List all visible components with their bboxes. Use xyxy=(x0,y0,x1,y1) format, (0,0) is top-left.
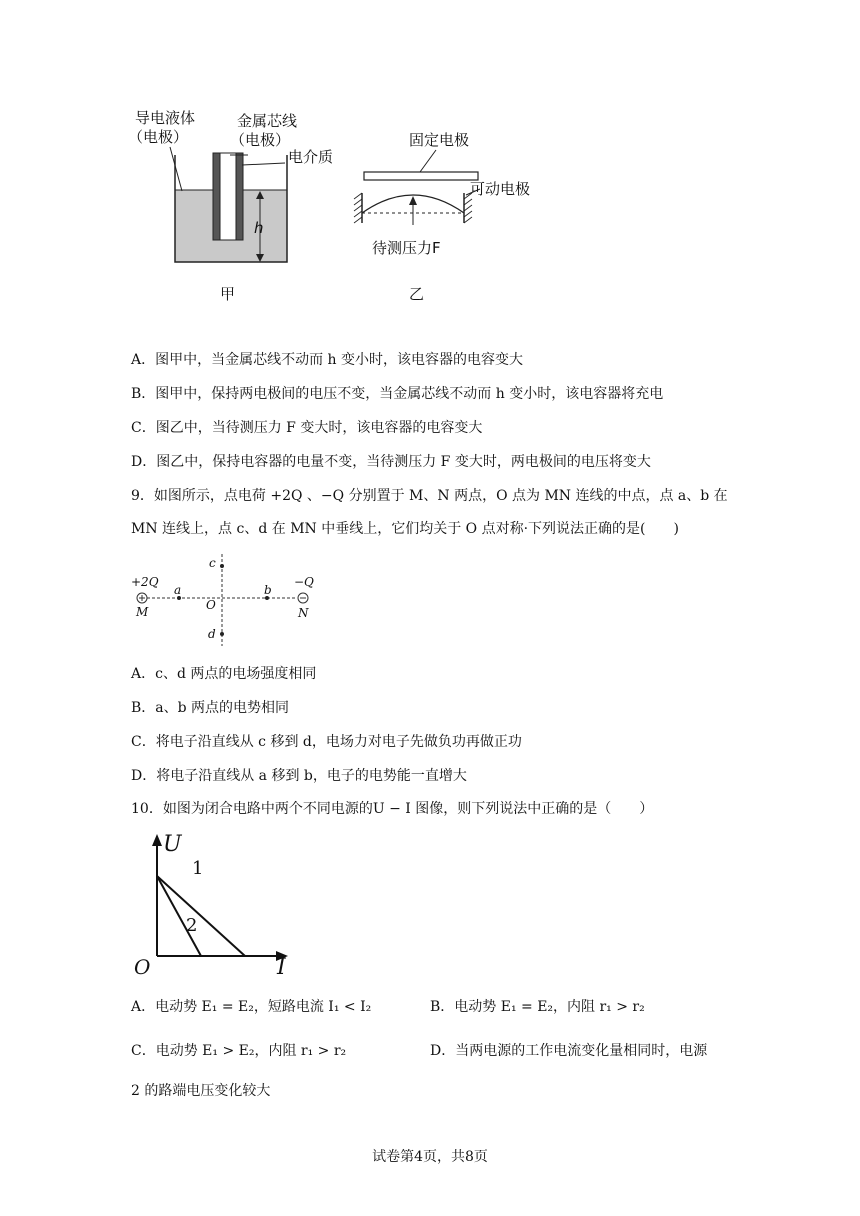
q8-option-b: B．图甲中，保持两电极间的电压不变，当金属芯线不动而 h 变小时，该电容器将充电 xyxy=(131,386,664,402)
q9-label-b: b xyxy=(264,583,272,597)
liquid-leader xyxy=(170,147,182,191)
q9-label-m: M xyxy=(136,605,149,619)
q10-figure-svg xyxy=(130,828,300,978)
q9-figure-svg xyxy=(125,550,345,655)
label-liquid-1: 导电液体 xyxy=(135,109,196,127)
page-footer: 试卷第4页，共8页 xyxy=(372,1149,488,1165)
q10-label-line-1: 1 xyxy=(192,858,204,879)
label-core-2: （电极） xyxy=(230,131,291,149)
q9-label-n: N xyxy=(298,606,309,620)
caption-jia: 甲 xyxy=(220,285,236,303)
label-core-1: 金属芯线 xyxy=(237,112,298,130)
q10-option-b: B．电动势 E₁ = E₂，内阻 r₁ > r₂ xyxy=(430,999,645,1015)
u-axis-arrow xyxy=(152,834,162,846)
dielectric-leader xyxy=(242,163,285,165)
q10-label-u: U xyxy=(163,832,182,857)
q9-figure xyxy=(125,550,345,655)
q9-stem-line-1: 9．如图所示，点电荷 +2Q 、−Q 分别置于 M、N 两点，O 点为 MN 连线的中点，点 a、b 在 xyxy=(131,488,728,504)
q10-option-c: C．电动势 E₁ > E₂，内阻 r₁ > r₂ xyxy=(131,1043,347,1059)
line-1 xyxy=(157,876,245,956)
label-movable-electrode: 可动电极 xyxy=(470,180,531,198)
q9-stem-line-2: MN 连线上，点 c、d 在 MN 中垂线上，它们均关于 O 点对称·下列说法正确的是( ) xyxy=(131,521,679,537)
force-arrow-head xyxy=(409,196,417,205)
label-force: 待测压力F xyxy=(372,239,441,257)
q9-label-minus-charge: −Q xyxy=(294,575,314,589)
label-dielectric: 电介质 xyxy=(288,148,334,166)
q10-label-origin: O xyxy=(134,955,151,979)
q9-option-d: D．将电子沿直线从 a 移到 b，电子的电势能一直增大 xyxy=(131,768,467,784)
q10-stem: 10．如图为闭合电路中两个不同电源的U − I 图像，则下列说法中正确的是（ ） xyxy=(131,801,654,817)
q8-option-a: A．图甲中，当金属芯线不动而 h 变小时，该电容器的电容变大 xyxy=(131,352,524,368)
point-d-dot xyxy=(220,632,224,636)
q10-label-line-2: 2 xyxy=(186,915,198,936)
q10-label-i: I xyxy=(277,955,286,980)
q8-option-d: D．图乙中，保持电容器的电量不变，当待测压力 F 变大时，两电极间的电压将变大 xyxy=(131,454,651,470)
q9-option-c: C．将电子沿直线从 c 移到 d，电场力对电子先做负功再做正功 xyxy=(131,734,522,750)
q9-label-d: d xyxy=(208,627,216,641)
label-fixed-electrode: 固定电极 xyxy=(409,131,470,149)
q9-label-a: a xyxy=(174,583,182,597)
caption-yi: 乙 xyxy=(409,285,425,303)
fixed-electrode xyxy=(364,172,478,180)
q10-figure xyxy=(130,828,300,978)
metal-core xyxy=(220,153,236,240)
q8-option-c: C．图乙中，当待测压力 F 变大时，该电容器的电容变大 xyxy=(131,420,483,436)
point-c-dot xyxy=(220,564,224,568)
q9-option-a: A．c、d 两点的电场强度相同 xyxy=(131,666,317,682)
q9-label-plus-charge: +2Q xyxy=(131,575,159,589)
wall-hatch-left xyxy=(354,193,362,223)
q10-option-d-line-2: 2 的路端电压变化较大 xyxy=(131,1083,271,1099)
q10-option-d-line-1: D．当两电源的工作电流变化量相同时，电源 xyxy=(430,1043,708,1059)
fixed-leader xyxy=(420,150,436,172)
label-h: h xyxy=(254,219,264,237)
q9-option-b: B．a、b 两点的电势相同 xyxy=(131,700,290,716)
q9-label-o: O xyxy=(206,598,216,612)
label-liquid-2: （电极） xyxy=(128,128,189,146)
q9-label-c: c xyxy=(209,556,216,570)
q10-option-a: A．电动势 E₁ = E₂，短路电流 I₁ < I₂ xyxy=(131,999,372,1015)
